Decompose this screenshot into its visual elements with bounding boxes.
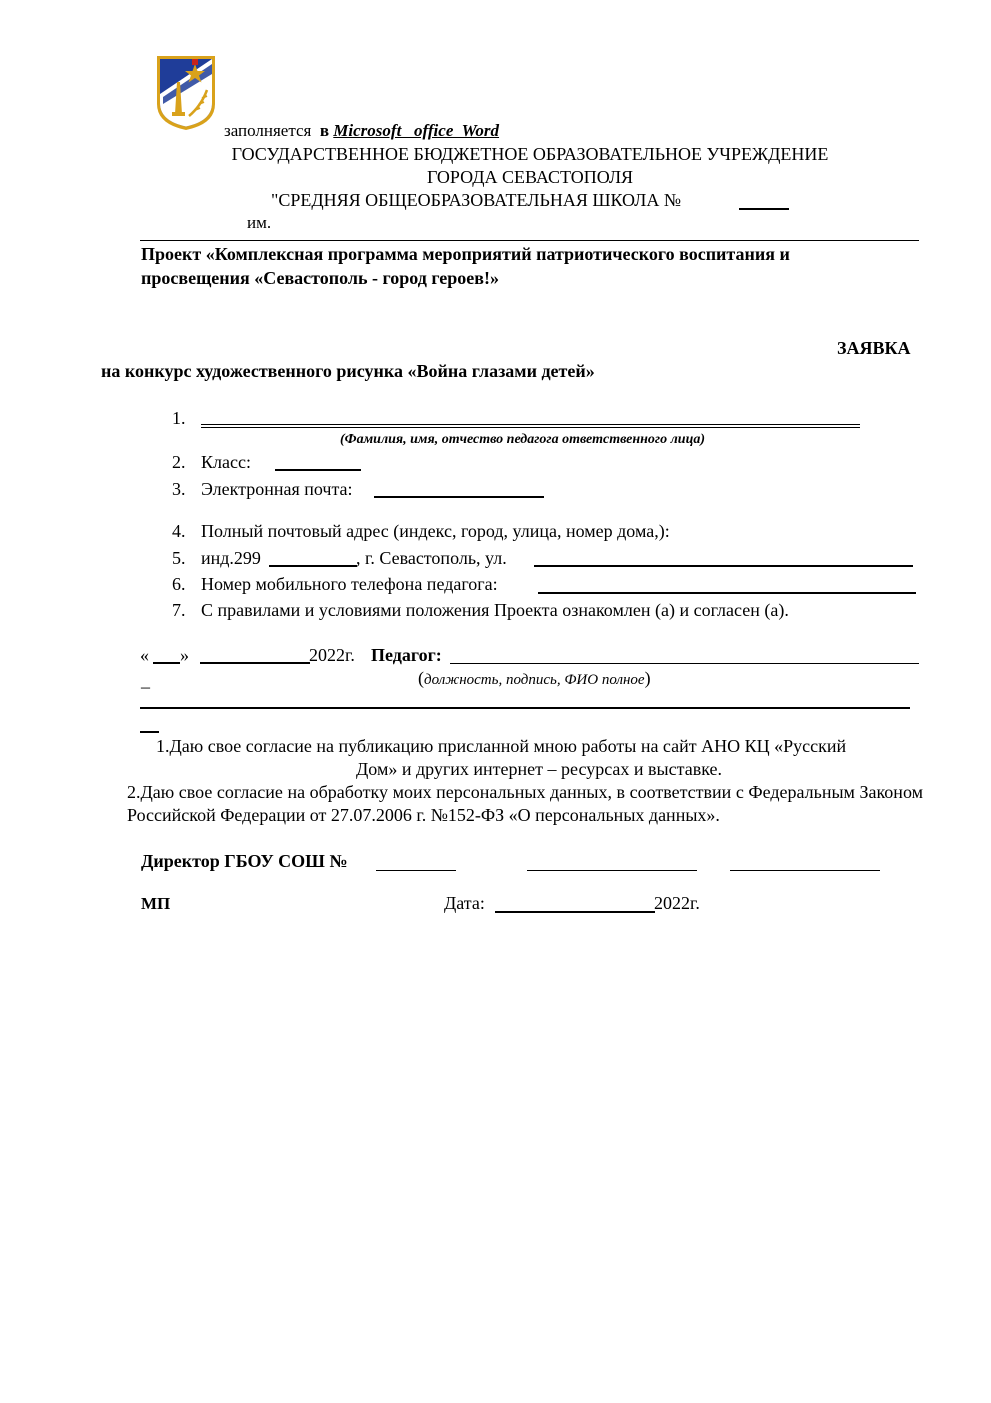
stamp-place-label: МП [141,894,171,913]
class-field[interactable] [275,469,361,471]
school-number-field[interactable] [739,208,789,210]
month-field[interactable] [200,662,310,664]
postal-index-prefix: инд.299 [201,548,261,568]
signature-full-line[interactable] [140,707,910,709]
application-heading: ЗАЯВКА [837,338,911,358]
org-line-2: ГОРОДА СЕВАСТОПОЛЯ [426,167,634,187]
date-year: 2022г. [654,893,700,913]
phone-field[interactable] [538,592,916,594]
consent-1-line-2: Дом» и других интернет – ресурсах и выставке. [356,759,722,779]
signature-short-line [140,731,159,733]
item-2-number: 2. [172,452,186,472]
email-label: Электронная почта: [201,479,353,499]
org-line-1: ГОСУДАРСТВЕННОЕ БЮДЖЕТНОЕ ОБРАЗОВАТЕЛЬНОЕ УЧРЕЖДЕНИЕ [231,144,829,164]
date-quote-close: » [180,645,189,665]
item-1-caption: (Фамилия, имя, отчество педагога ответственного лица) [340,432,706,447]
director-name-field[interactable] [730,870,880,871]
signature-caption-text: должность, подпись, ФИО полное [424,672,645,688]
coat-of-arms-icon [155,54,217,132]
address-label: Полный почтовый адрес (индекс, город, улица, номер дома,): [201,521,670,541]
sevastopol-coat-of-arms [155,54,217,132]
agreement-text: С правилами и условиями положения Проекта ознакомлен (а) и согласен (а). [201,600,789,620]
consent-2: 2.Даю свое согласие на обработку моих персональных данных, в соответствии с Федеральным Законом Российской Федерации от 27.07.2006 г. №152-ФЗ «О персональных данных». [127,782,923,825]
street-field[interactable] [534,565,913,567]
signature-caption [418,668,651,689]
item-5-number: 5. [172,548,186,568]
signature-caption-open: ( [418,668,424,688]
consent-1-line-1: 1.Даю свое согласие на публикацию присланной мною работы на сайт АНО КЦ «Русский [156,736,847,756]
org-line-3: "СРЕДНЯЯ ОБЩЕОБРАЗОВАТЕЛЬНАЯ ШКОЛА № [271,190,682,210]
item-1-number: 1. [172,408,186,428]
date-label: Дата: [444,893,485,913]
item-7-number: 7. [172,600,186,620]
director-school-number-field[interactable] [376,870,456,871]
date-quote-open: « [140,645,149,665]
signature-year: 2022г. [309,645,355,665]
header-divider [140,240,919,241]
email-field[interactable] [374,496,544,498]
item-6-number: 6. [172,574,186,594]
director-signature-field[interactable] [527,870,697,871]
item-4-number: 4. [172,521,186,541]
teacher-signature-field[interactable] [450,663,919,664]
fill-note-app: Microsoft office Word [333,121,500,140]
project-line-2: просвещения «Севастополь - город героев!» [141,268,499,288]
signature-dash: _ [141,670,150,690]
fill-note [224,121,499,141]
org-line-4: им. [247,213,272,232]
fill-note-prefix: заполняется [224,121,312,140]
day-field[interactable] [153,662,180,664]
phone-label: Номер мобильного телефона педагога: [201,574,498,594]
signature-caption-close: ) [644,668,651,688]
class-label: Класс: [201,452,251,472]
postal-index-field[interactable] [269,565,357,567]
project-line-1: Проект «Комплексная программа мероприятий патриотического воспитания и [141,244,790,264]
fill-note-in: в [319,121,330,140]
date-field[interactable] [495,911,655,913]
teacher-label: Педагог: [371,645,442,665]
city-street-label: , г. Севастополь, ул. [356,548,507,568]
item-3-number: 3. [172,479,186,499]
director-label: Директор ГБОУ СОШ № [141,851,348,871]
teacher-name-field[interactable] [201,424,860,425]
teacher-name-field-underline [201,427,860,428]
application-subtitle: на конкурс художественного рисунка «Война глазами детей» [101,361,595,381]
